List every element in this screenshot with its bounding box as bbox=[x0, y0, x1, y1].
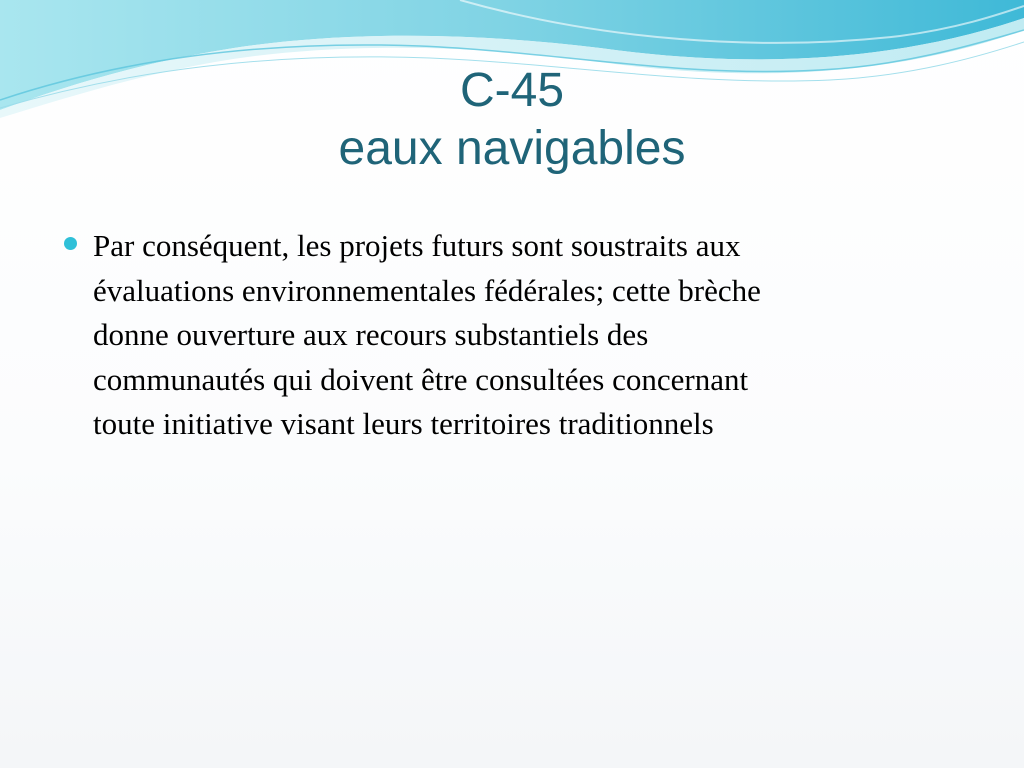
title-line-code: C-45 bbox=[459, 64, 565, 117]
bullet-item bbox=[62, 224, 982, 447]
bullet-text-line: communautés qui doivent être consultées concernant bbox=[93, 361, 749, 397]
bullet-text-line: donne ouverture aux recours substantiels des bbox=[93, 317, 649, 352]
title-line-subject: eaux navigables bbox=[338, 122, 686, 175]
slide-title bbox=[0, 62, 1024, 178]
bullet-dot-icon bbox=[64, 237, 77, 250]
bullet-text-line: évaluations environnementales fédérales; cette brèche bbox=[93, 272, 761, 308]
bullet-text-line: toute initiative visant leurs territoires traditionnels bbox=[93, 406, 714, 441]
bullet-text-line: Par conséquent, les projets futurs sont soustraits aux bbox=[93, 228, 741, 263]
bullet-list bbox=[62, 224, 982, 447]
